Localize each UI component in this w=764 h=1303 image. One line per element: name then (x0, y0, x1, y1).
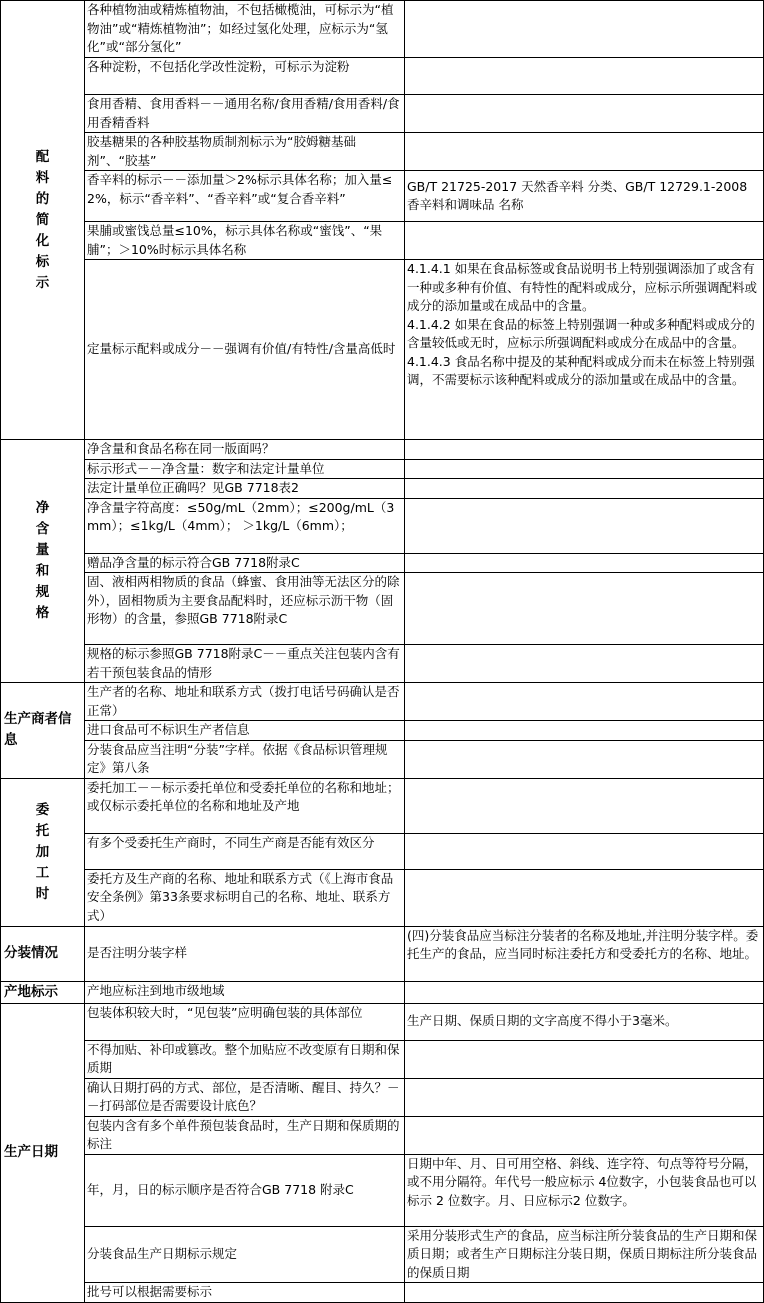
item-cell: 批号可以根据需要标示 (85, 1283, 405, 1303)
item-cell: 法定计量单位正确吗？见GB 7718表2 (85, 479, 405, 499)
item-cell: 固、液相两相物质的食品（蜂蜜、食用油等无法区分的除外），固相物质为主要食品配料时，还应标示沥干物（固形物）的含量，参照GB 7718附录C (85, 573, 405, 645)
item-cell: 净含量字符高度：≤50g/mL（2mm）；≤200g/mL（3mm）；≤1kg/L（4mm）； ＞1kg/L（6mm）； (85, 498, 405, 553)
item-cell: 标示形式－－净含量：数字和法定计量单位 (85, 459, 405, 479)
reference-cell (405, 1078, 764, 1116)
item-cell: 确认日期打码的方式、部位，是否清晰、醒目、持久？－－打码部位是否需要设计底色？ (85, 1078, 405, 1116)
reference-cell (405, 440, 764, 460)
reference-cell: (四)分装食品应当标注分装者的名称及地址,并注明分装字样。委托生产的食品，应当同时标注委托方和受委托方的名称、地址。 (405, 926, 764, 981)
reference-cell (405, 778, 764, 833)
item-cell: 食用香精、食用香料－－通用名称/食用香精/食用香料/食用香精香料 (85, 95, 405, 133)
item-cell: 生产者的名称、地址和联系方式（拨打电话号码确认是否正常） (85, 683, 405, 721)
reference-cell (405, 1040, 764, 1078)
reference-cell: 生产日期、保质日期的文字高度不得小于3毫米。 (405, 1003, 764, 1040)
reference-cell: 采用分装形式生产的食品，应当标注所分装食品的生产日期和保质日期；或者生产日期标注分装日期，保质日期标注所分装食品的保质日期 (405, 1226, 764, 1283)
reference-cell: GB/T 21725-2017 天然香辛料 分类、GB/T 12729.1-2008 香辛料和调味品 名称 (405, 171, 764, 222)
standard-clause: 4.1.4.2 如果在食品的标签上特别强调一种或多种配料或成分的含量较低或无时，应标示所强调配料或成分在成品中的含量。 (407, 316, 755, 350)
item-cell: 包装内含有多个单件预包装食品时，生产日期和保质期的标注 (85, 1116, 405, 1154)
reference-cell: 日期中年、月、日可用空格、斜线、连字符、句点等符号分隔，或不用分隔符。年代号一般应标示 4位数字，小包装食品也可以标示 2 位数字。月、日应标示2 位数字。 (405, 1154, 764, 1226)
reference-cell (405, 1116, 764, 1154)
item-cell: 果脯或蜜饯总量≤10%，标示具体名称或“蜜饯”、“果脯”；＞10%时标示具体名称 (85, 222, 405, 260)
category-cell (1, 683, 85, 779)
item-cell: 赠品净含量的标示符合GB 7718附录C (85, 553, 405, 573)
category-cell (1, 1, 85, 440)
category-cell (1, 778, 85, 926)
reference-cell (405, 58, 764, 95)
reference-cell (405, 553, 764, 573)
category-label: 生产日期 (4, 1144, 58, 1160)
item-cell: 香辛料的标示－－添加量＞2%标示具体名称；加入量≤2%，标示“香辛料”、“香辛料”或“复合香辛料” (85, 171, 405, 222)
reference-cell (405, 479, 764, 499)
reference-cell (405, 833, 764, 869)
category-cell (1, 440, 85, 683)
item-cell: 胶基糖果的各种胶基物质制剂标示为“胶姆糖基础剂”、“胶基” (85, 133, 405, 171)
reference-cell (405, 573, 764, 645)
reference-cell (405, 498, 764, 553)
reference-cell (405, 260, 764, 440)
item-cell: 规格的标示参照GB 7718附录C－－重点关注包装内含有若干预包装食品的情形 (85, 645, 405, 683)
reference-cell (405, 1283, 764, 1303)
item-cell: 产地应标注到地市级地域 (85, 981, 405, 1003)
item-cell: 年，月，日的标示顺序是否符合GB 7718 附录C (85, 1154, 405, 1226)
category-label: 分装情况 (4, 945, 58, 961)
item-cell: 各种淀粉，不包括化学改性淀粉，可标示为淀粉 (85, 58, 405, 95)
item-cell: 分装食品应当注明“分装”字样。依据《食品标识管理规定》第八条 (85, 740, 405, 778)
item-cell: 有多个受委托生产商时，不同生产商是否能有效区分 (85, 833, 405, 869)
reference-cell (405, 133, 764, 171)
reference-cell (405, 721, 764, 741)
reference-cell (405, 95, 764, 133)
category-label: 净 含 量 和 规 格 (35, 500, 50, 621)
standard-clause: 4.1.4.3 食品名称中提及的某种配料或成分而未在标签上特别强调，不需要标示该种配料或成分的添加量或在成品中的含量。 (407, 353, 755, 387)
standard-clause: 4.1.4.1 如果在食品标签或食品说明书上特别强调添加了或含有一种或多种有价值、有特性的配料或成分，应标示所强调配料或成分的添加量或在成品中的含量。 (407, 261, 758, 313)
category-label: 生产商者信息 (4, 711, 72, 749)
item-cell: 分装食品生产日期标示规定 (85, 1226, 405, 1283)
item-cell: 不得加贴、补印或篡改。整个加贴应不改变原有日期和保质期 (85, 1040, 405, 1078)
item-cell: 进口食品可不标识生产者信息 (85, 721, 405, 741)
reference-cell (405, 740, 764, 778)
category-label: 产地标示 (4, 983, 58, 1000)
reference-cell (405, 981, 764, 1003)
item-cell: 净含量和食品名称在同一版面吗？ (85, 440, 405, 460)
reference-cell (405, 869, 764, 926)
reference-cell (405, 459, 764, 479)
category-label: 委 托 加 工 时 (35, 801, 50, 902)
item-cell: 是否注明分装字样 (85, 926, 405, 981)
reference-cell (405, 1, 764, 58)
item-cell: 委托加工－－标示委托单位和受委托单位的名称和地址；或仅标示委托单位的名称和地址及产地 (85, 778, 405, 833)
reference-cell (405, 645, 764, 683)
category-cell (1, 926, 85, 981)
item-cell: 包装体积较大时，“见包装”应明确包装的具体部位 (85, 1003, 405, 1040)
category-cell (1, 981, 85, 1003)
category-cell (1, 1003, 85, 1302)
reference-cell (405, 683, 764, 721)
reference-cell (405, 222, 764, 260)
item-cell: 委托方及生产商的名称、地址和联系方式（《上海市食品安全条例》第33条要求标明自己的名称、地址、联系方式） (85, 869, 405, 926)
item-cell: 各种植物油或精炼植物油，不包括橄榄油，可标示为“植物油”或“精炼植物油”；如经过氢化处理，应标示为“氢化”或“部分氢化” (85, 1, 405, 58)
category-label: 配 料 的 简 化 标 示 (35, 148, 50, 291)
item-cell: 定量标示配料或成分－－强调有价值/有特性/含量高低时 (85, 260, 405, 440)
